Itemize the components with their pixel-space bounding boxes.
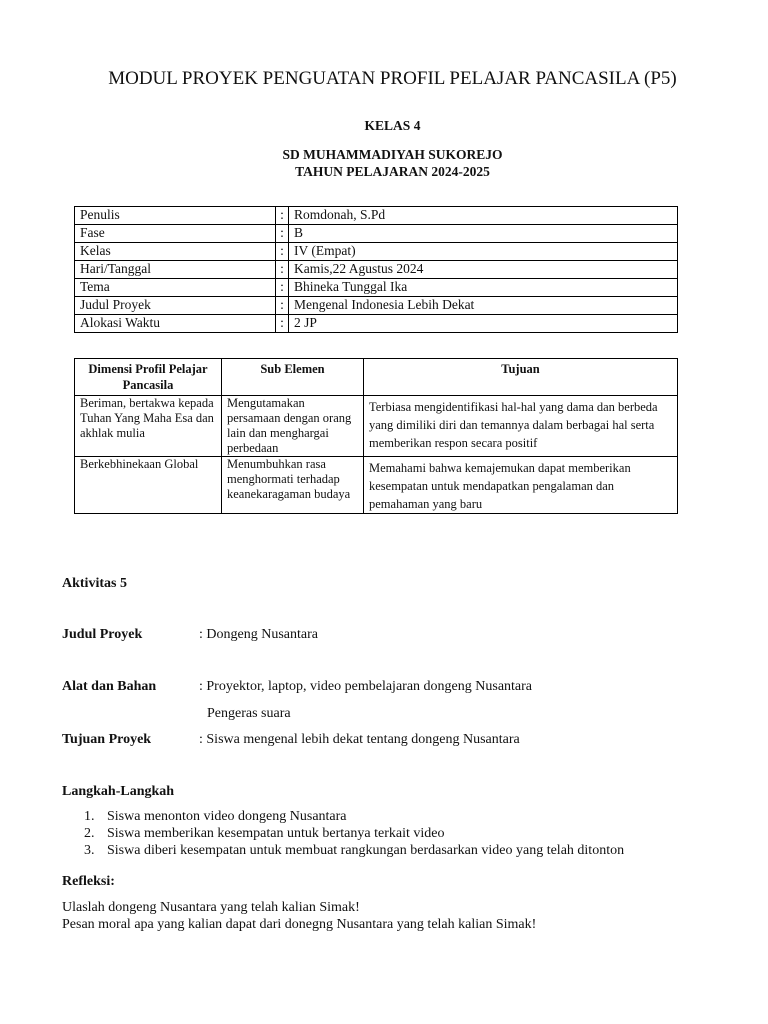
table-row bbox=[75, 457, 678, 514]
activity-heading: Aktivitas 5 bbox=[62, 576, 127, 591]
step-text: Siswa memberikan kesempatan untuk bertanya terkait video bbox=[107, 826, 445, 841]
document-title: MODUL PROYEK PENGUATAN PROFIL PELAJAR PANCASILA (P5) bbox=[108, 68, 677, 89]
list-item bbox=[84, 808, 624, 825]
info-label: Fase bbox=[75, 225, 276, 243]
table-row bbox=[75, 396, 678, 457]
list-item bbox=[84, 825, 624, 842]
dimensi-cell: Berkebhinekaan Global bbox=[75, 457, 222, 514]
info-value: B bbox=[289, 225, 678, 243]
sub-elemen-cell: Menumbuhkan rasa menghormati terhadap keanekaragaman budaya bbox=[222, 457, 364, 514]
column-header-tujuan: Tujuan bbox=[364, 359, 678, 396]
school-name: SD MUHAMMADIYAH SUKOREJO bbox=[282, 147, 503, 162]
reflection-line-2: Pesan moral apa yang kalian dapat dari donegng Nusantara yang telah kalian Simak! bbox=[62, 917, 537, 932]
dimensi-cell: Beriman, bertakwa kepada Tuhan Yang Maha Esa dan akhlak mulia bbox=[75, 396, 222, 457]
school-heading bbox=[60, 146, 725, 180]
project-title-value: : Dongeng Nusantara bbox=[199, 627, 318, 642]
table-row bbox=[75, 279, 678, 297]
info-value: Kamis,22 Agustus 2024 bbox=[289, 261, 678, 279]
steps-list bbox=[84, 808, 624, 859]
info-separator: : bbox=[276, 315, 289, 333]
project-goal-label: Tujuan Proyek bbox=[62, 732, 152, 747]
table-row bbox=[75, 297, 678, 315]
step-number: 2. bbox=[84, 826, 95, 841]
info-value: IV (Empat) bbox=[289, 243, 678, 261]
info-value: Bhineka Tunggal Ika bbox=[289, 279, 678, 297]
table-row bbox=[75, 243, 678, 261]
info-label: Kelas bbox=[75, 243, 276, 261]
step-number: 3. bbox=[84, 843, 95, 858]
project-title-label: Judul Proyek bbox=[62, 627, 143, 642]
tujuan-cell: Memahami bahwa kemajemukan dapat memberikan kesempatan untuk mendapatkan pengalaman dan pemahaman yang baru bbox=[364, 457, 678, 514]
info-separator: : bbox=[276, 225, 289, 243]
tujuan-cell: Terbiasa mengidentifikasi hal-hal yang dama dan berbeda yang dimiliki diri dan temannya dalam berbagai hal serta memberikan respon secara positif bbox=[364, 396, 678, 457]
info-separator: : bbox=[276, 279, 289, 297]
info-separator: : bbox=[276, 297, 289, 315]
tools-label: Alat dan Bahan bbox=[62, 679, 157, 694]
list-item bbox=[84, 842, 624, 859]
info-label: Judul Proyek bbox=[75, 297, 276, 315]
info-value: Mengenal Indonesia Lebih Dekat bbox=[289, 297, 678, 315]
sub-elemen-cell: Mengutamakan persamaan dengan orang lain dan menghargai perbedaan bbox=[222, 396, 364, 457]
column-header-sub-elemen: Sub Elemen bbox=[222, 359, 364, 396]
info-value: Romdonah, S.Pd bbox=[289, 207, 678, 225]
info-label: Hari/Tanggal bbox=[75, 261, 276, 279]
dimension-table bbox=[74, 358, 678, 514]
info-separator: : bbox=[276, 207, 289, 225]
project-goal-value: : Siswa mengenal lebih dekat tentang dongeng Nusantara bbox=[199, 732, 520, 747]
table-row bbox=[75, 225, 678, 243]
tools-value: : Proyektor, laptop, video pembelajaran dongeng Nusantara bbox=[199, 679, 533, 694]
table-row bbox=[75, 207, 678, 225]
class-heading: KELAS 4 bbox=[364, 118, 421, 133]
info-label: Tema bbox=[75, 279, 276, 297]
steps-heading: Langkah-Langkah bbox=[62, 784, 175, 799]
step-text: Siswa diberi kesempatan untuk membuat rangkungan berdasarkan video yang telah ditonton bbox=[107, 843, 625, 858]
column-header-dimensi: Dimensi Profil Pelajar Pancasila bbox=[75, 359, 222, 396]
tools-value-extra: Pengeras suara bbox=[207, 706, 291, 721]
info-value: 2 JP bbox=[289, 315, 678, 333]
table-row bbox=[75, 315, 678, 333]
info-separator: : bbox=[276, 261, 289, 279]
step-text: Siswa menonton video dongeng Nusantara bbox=[107, 809, 347, 824]
info-separator: : bbox=[276, 243, 289, 261]
reflection-line-1: Ulaslah dongeng Nusantara yang telah kalian Simak! bbox=[62, 900, 360, 915]
identity-table bbox=[74, 206, 678, 333]
reflection-heading: Refleksi: bbox=[62, 874, 115, 889]
table-header-row bbox=[75, 359, 678, 396]
info-label: Penulis bbox=[75, 207, 276, 225]
step-number: 1. bbox=[84, 809, 95, 824]
info-label: Alokasi Waktu bbox=[75, 315, 276, 333]
table-row bbox=[75, 261, 678, 279]
academic-year: TAHUN PELAJARAN 2024-2025 bbox=[295, 164, 490, 179]
